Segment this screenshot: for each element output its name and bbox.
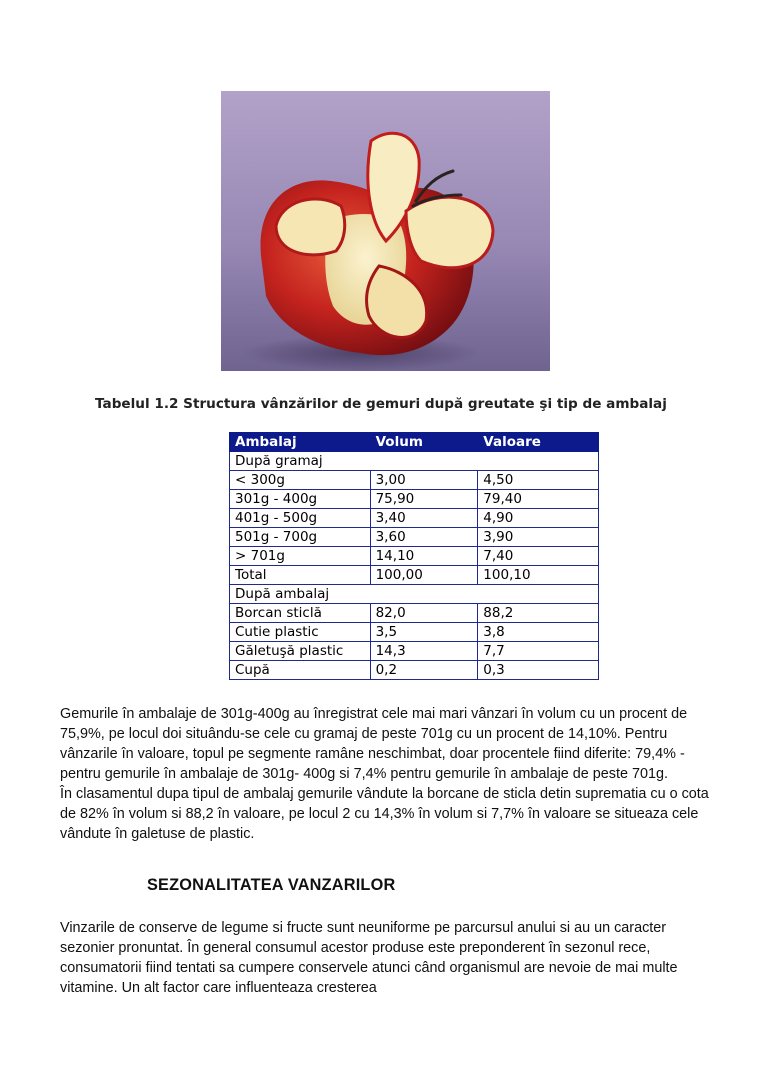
cell-valoare: 7,40 (478, 547, 599, 566)
column-header-volum: Volum (370, 433, 478, 452)
table-row (230, 509, 599, 528)
cell-ambalaj: < 300g (230, 471, 371, 490)
section-heading-seasonality: SEZONALITATEA VANZARILOR (147, 876, 396, 894)
table-row (230, 471, 599, 490)
section-label-gramaj: După gramaj (230, 452, 599, 471)
column-header-valoare: Valoare (478, 433, 599, 452)
cell-volum: 3,00 (370, 471, 478, 490)
table-row (230, 547, 599, 566)
table-section-row (230, 452, 599, 471)
paragraph-packaging-analysis: În clasamentul dupa tipul de ambalaj gemurile vândute la borcane de sticla detin suprematia cu o cota de 82% în volum si 88,2 în valoare, pe locul 2 cu 14,3% în volum si 7,7% în valoare se situeaza cele vândute în galetuse de plastic. (60, 786, 709, 842)
column-header-ambalaj: Ambalaj (230, 433, 371, 452)
analysis-text (60, 704, 710, 844)
table-row (230, 623, 599, 642)
cell-ambalaj: Găletuşă plastic (230, 642, 371, 661)
table-row (230, 528, 599, 547)
table-caption: Tabelul 1.2 Structura vânzărilor de gemuri după greutate şi tip de ambalaj (95, 396, 667, 412)
table-row (230, 604, 599, 623)
cell-volum: 14,10 (370, 547, 478, 566)
cell-valoare: 4,90 (478, 509, 599, 528)
table-row (230, 490, 599, 509)
cell-ambalaj: 501g - 700g (230, 528, 371, 547)
sales-structure-table (229, 432, 599, 680)
apple-butterfly-illustration (221, 91, 550, 371)
cell-volum: 14,3 (370, 642, 478, 661)
section-label-ambalaj: După ambalaj (230, 585, 599, 604)
cell-valoare: 7,7 (478, 642, 599, 661)
apple-butterfly-photo (221, 91, 550, 371)
table-header-row (230, 433, 599, 452)
cell-volum: 3,40 (370, 509, 478, 528)
cell-valoare: 100,10 (478, 566, 599, 585)
cell-ambalaj: 401g - 500g (230, 509, 371, 528)
table-section-row (230, 585, 599, 604)
cell-valoare: 3,8 (478, 623, 599, 642)
cell-valoare: 88,2 (478, 604, 599, 623)
table-row (230, 661, 599, 680)
cell-volum: 75,90 (370, 490, 478, 509)
table-row-total (230, 566, 599, 585)
cell-valoare: 3,90 (478, 528, 599, 547)
table-row (230, 642, 599, 661)
cell-volum: 3,5 (370, 623, 478, 642)
cell-ambalaj: Borcan sticlă (230, 604, 371, 623)
paragraph-weight-analysis: Gemurile în ambalaje de 301g-400g au înregistrat cele mai mari vânzari în volum cu un procent de 75,9%, pe locul doi situându-se cele cu gramaj de peste 701g cu un procent de 14,10%. Pentru vânzarile în valoare, topul pe segmente ramâne neschimbat, doar procentele fiind diferite: 79,4% - pentru gemurile în ambalaje de 301g- 400g si 7,4% pentru gemurile în ambalaje de peste 701g. (60, 706, 688, 782)
paragraph-seasonality: Vinzarile de conserve de legume si fructe sunt neuniforme pe parcursul anului si au un caracter sezonier pronuntat. În general consumul acestor produse este preponderent în sezonul rece, consumatorii fiind tentati sa cumpere conservele atunci când organismul are nevoie de mai multe vitamine. Un alt factor care influenteaza cresterea (60, 920, 678, 996)
cell-volum: 0,2 (370, 661, 478, 680)
cell-volum: 3,60 (370, 528, 478, 547)
cell-ambalaj: 301g - 400g (230, 490, 371, 509)
seasonality-text (60, 918, 710, 998)
cell-ambalaj: Cupă (230, 661, 371, 680)
cell-ambalaj: Total (230, 566, 371, 585)
cell-volum: 100,00 (370, 566, 478, 585)
cell-ambalaj: > 701g (230, 547, 371, 566)
cell-valoare: 0,3 (478, 661, 599, 680)
cell-volum: 82,0 (370, 604, 478, 623)
cell-valoare: 4,50 (478, 471, 599, 490)
cell-valoare: 79,40 (478, 490, 599, 509)
cell-ambalaj: Cutie plastic (230, 623, 371, 642)
